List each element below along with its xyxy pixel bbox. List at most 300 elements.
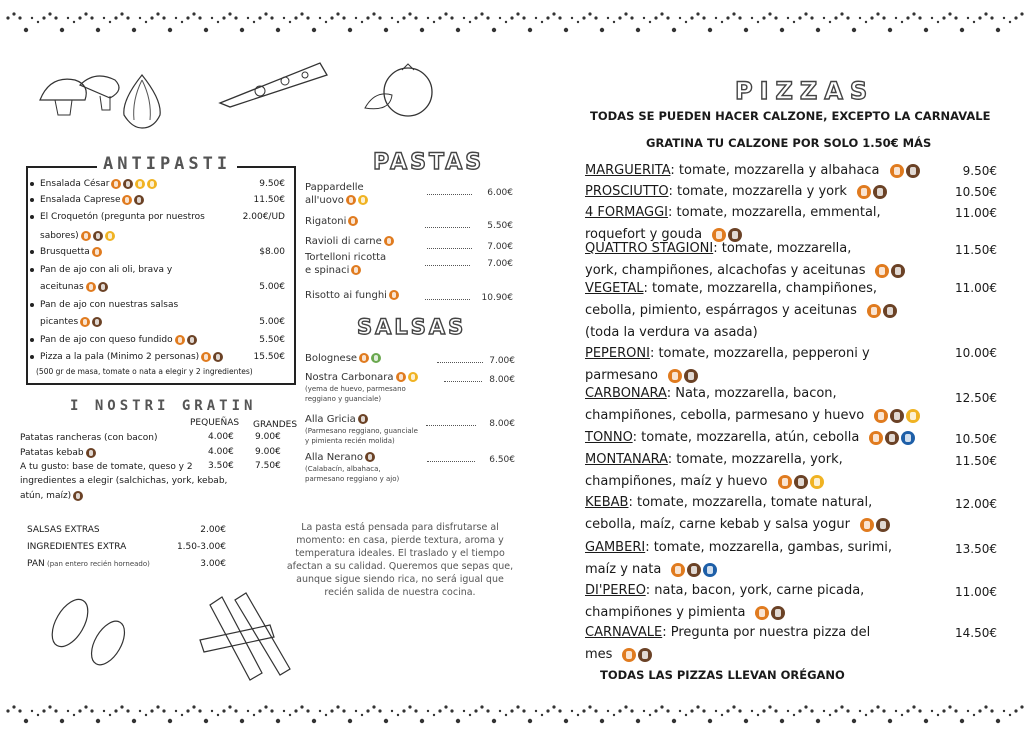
ornament-icon (6, 12, 39, 32)
pizza-name: DI'PEREO (585, 583, 646, 598)
ornament-icon (942, 12, 975, 32)
salsa-name: Alla Gricia (305, 413, 418, 426)
allergen-icon (906, 409, 920, 423)
antipasti-item-label: picantes (40, 317, 79, 327)
pizza-line-1 (585, 181, 887, 203)
ornament-icon (330, 12, 363, 32)
allergen-icon (867, 304, 881, 318)
allergen-icon (348, 216, 358, 226)
ornament-icon (1014, 12, 1024, 32)
allergen-icon (111, 179, 121, 189)
pizzas-title: PIZZAS (735, 77, 875, 105)
antipasti-item-price: 5.00€ (259, 282, 285, 292)
salsa-desc: y pimienta recién molida) (305, 437, 395, 445)
brown-allergen-icon (73, 491, 83, 501)
ornament-icon (222, 705, 255, 723)
pizza-item (585, 383, 920, 427)
allergen-icon (901, 431, 915, 445)
ornament-icon (438, 12, 471, 32)
pizza-name: 4 FORMAGGI (585, 205, 669, 220)
pizza-price: 11.50€ (955, 454, 997, 468)
pizza-ingredients: : tomate, mozzarella, champiñones, (643, 281, 877, 296)
pizza-item (585, 449, 843, 493)
gratin-item (20, 461, 193, 473)
extra-label: SALSAS EXTRAS (27, 525, 100, 535)
pizza-name: TONNO (585, 430, 633, 445)
allergen-icon (389, 290, 399, 300)
allergen-icon (92, 317, 102, 327)
allergen-icon (755, 606, 769, 620)
allergen-icon (857, 185, 871, 199)
pizza-icons (776, 474, 824, 489)
pizza-item (585, 537, 892, 581)
ornament-icon (186, 12, 219, 32)
extra-item (27, 524, 100, 536)
pizza-price: 11.50€ (955, 243, 997, 257)
ornament-icon (582, 705, 615, 723)
salsas-title: SALSAS (357, 315, 467, 339)
salsa-name: Nostra Carbonara (305, 371, 418, 384)
pasta-item (305, 289, 399, 302)
pasta-price: 6.00€ (487, 188, 513, 198)
allergen-icon (81, 231, 91, 241)
pasta-price: 10.90€ (481, 293, 513, 303)
ornament-icon (798, 705, 831, 723)
allergen-icon (213, 352, 223, 362)
ornament-icon (438, 705, 471, 723)
pasta-leader (425, 299, 470, 300)
allergen-icon (105, 231, 115, 241)
ornament-icon (942, 705, 975, 723)
allergen-icon (703, 563, 717, 577)
gratin-price-small: 4.00€ (208, 432, 234, 442)
ornament-icon (474, 705, 507, 723)
pizza-ingredients: : tomate, mozzarella, pepperoni y (649, 346, 870, 361)
allergen-icon (875, 264, 889, 278)
ornament-icon (402, 12, 435, 32)
allergen-icon (93, 231, 103, 241)
pizza-price: 14.50€ (955, 626, 997, 640)
extra-label: PAN (27, 559, 45, 569)
allergen-icon (771, 606, 785, 620)
allergen-icon (134, 195, 144, 205)
ornament-icon (42, 705, 75, 723)
bullet (30, 198, 34, 202)
pasta-item (305, 181, 368, 207)
ornament-icon (726, 12, 759, 32)
extra-price: 2.00€ (200, 525, 226, 535)
pizza-line-1 (585, 383, 920, 405)
gratin-price-large: 9.00€ (255, 447, 281, 457)
pizza-line-2: mes (585, 644, 870, 666)
allergen-icon (874, 409, 888, 423)
pizza-ingredients: : nata, bacon, york, carne picada, (645, 583, 865, 598)
pizza-item (585, 181, 887, 203)
pizza-name: CARNAVALE (585, 625, 663, 640)
allergen-icon (86, 282, 96, 292)
extra-note: (pan entero recién horneado) (44, 560, 150, 568)
pizza-name: PROSCIUTTO (585, 184, 669, 199)
pizza-name: VEGETAL (585, 281, 644, 296)
ornament-icon (870, 12, 903, 32)
pizza-icons (858, 517, 890, 532)
pasta-name-line2: all'uovo (305, 194, 368, 207)
allergen-icon (883, 304, 897, 318)
salsa-desc: parmesano reggiano y ajo) (305, 475, 400, 483)
gratin-price-large: 7.50€ (255, 461, 281, 471)
pizza-name: PEPERONI (585, 346, 650, 361)
ornament-icon (654, 12, 687, 32)
salsa-leader (444, 381, 482, 382)
allergen-icon (810, 475, 824, 489)
allergen-icon (123, 179, 133, 189)
extra-price: 3.00€ (200, 559, 226, 569)
pasta-leader (425, 227, 470, 228)
pizza-ingredients: : tomate, mozzarella, york, (667, 452, 843, 467)
pasta-price: 7.00€ (487, 259, 513, 269)
pastas-title: PASTAS (373, 150, 485, 175)
pizza-price: 10.00€ (955, 346, 997, 360)
allergen-icon (371, 353, 381, 363)
pizza-line-1 (585, 580, 864, 602)
salsa-desc: (Calabacín, albahaca, (305, 465, 381, 473)
pizza-item (585, 160, 920, 182)
antipasti-item (30, 299, 178, 311)
pasta-item (305, 251, 386, 277)
pasta-leader (425, 265, 470, 266)
antipasti-item-price: $8.00 (259, 247, 285, 257)
pizza-name: CARBONARA (585, 386, 667, 401)
allergen-icon (80, 317, 90, 327)
bullet (30, 182, 34, 186)
ornament-icon (690, 705, 723, 723)
allergen-icon (365, 452, 375, 462)
salsa-price: 8.00€ (489, 419, 515, 429)
allergen-icon (876, 518, 890, 532)
pasta-name: Rigatoni (305, 215, 358, 228)
antipasti-item-label: El Croquetón (pregunta por nuestros (40, 212, 205, 222)
pizza-ingredients: : tomate, mozzarella, atún, cebolla (632, 430, 860, 445)
antipasti-item (40, 230, 115, 242)
allergen-icon (351, 265, 361, 275)
gnocchi-sketch-icon (40, 595, 140, 675)
pizza-price: 13.50€ (955, 542, 997, 556)
ornament-icon (690, 12, 723, 32)
pizza-ingredients: : tomate, mozzarella y albahaca (670, 163, 880, 178)
allergen-icon (622, 648, 636, 662)
gratin-item (20, 447, 96, 459)
bullet (30, 268, 34, 272)
extra-price: 1.50-3.00€ (176, 542, 226, 552)
tomato-sketch-icon (360, 60, 440, 120)
antipasti-item-label: (500 gr de masa, tomate o nata a elegir y 2 ingredientes) (36, 367, 253, 376)
pizza-icons (865, 303, 897, 318)
ornament-icon (78, 12, 111, 32)
antipasti-item-label: Pan de ajo con nuestras salsas (40, 300, 179, 310)
ornament-icon (474, 12, 507, 32)
salsa-desc: reggiano y guanciale) (305, 395, 382, 403)
antipasti-item (30, 264, 172, 276)
antipasti-item-label: Ensalada César (40, 179, 110, 189)
allergen-icon (86, 448, 96, 458)
pizzas-footer: TODAS LAS PIZZAS LLEVAN ORÉGANO (600, 668, 845, 682)
pizza-name: QUATTRO STAGIONI (585, 241, 714, 256)
salsa-leader (427, 461, 475, 462)
pizza-line-1 (585, 238, 905, 260)
pizza-line-2: cebolla, pimiento, espárragos y aceitunas (585, 300, 897, 322)
pizza-line-1 (585, 278, 897, 300)
pizzas-subtitle-calzone: TODAS SE PUEDEN HACER CALZONE, EXCEPTO LA CARNAVALE (590, 109, 991, 123)
antipasti-item-price: 15.50€ (253, 352, 285, 362)
pasta-name: Tortelloni ricotta (305, 252, 387, 263)
gratin-item-label: Patatas rancheras (con bacon) (20, 433, 158, 443)
ornament-icon (258, 12, 291, 32)
allergen-icon (869, 431, 883, 445)
ornament-icon (402, 705, 435, 723)
pizza-item (585, 278, 897, 344)
pizza-line-1 (585, 492, 890, 514)
allergen-icon (358, 195, 368, 205)
gratin-extra-line-2: atún, maíz) (20, 490, 83, 502)
antipasti-item-price: 5.50€ (259, 335, 285, 345)
bullet (30, 303, 34, 307)
allergen-icon (98, 282, 108, 292)
ornament-icon (654, 705, 687, 723)
ornament-icon (114, 12, 147, 32)
pizza-ingredients: : tomate, mozzarella, (713, 241, 852, 256)
ornament-icon (150, 705, 183, 723)
pizza-price: 11.00€ (955, 585, 997, 599)
allergen-icon (687, 563, 701, 577)
antipasti-item-label: Pizza a la pala (Minimo 2 personas) (40, 352, 200, 362)
onion-sketch-icon (112, 70, 172, 130)
pizza-item (585, 622, 870, 666)
pizza-ingredients: : Nata, mozzarella, bacon, (666, 386, 837, 401)
allergen-icon (346, 195, 356, 205)
salsa-leader (426, 425, 476, 426)
allergen-icon (684, 369, 698, 383)
gratin-price-large: 9.00€ (255, 432, 281, 442)
ornament-icon (726, 705, 759, 723)
pizza-icons (872, 408, 920, 423)
salsa-leader (437, 362, 483, 363)
gratin-item-label: A tu gusto: base de tomate, queso y 2 (20, 462, 193, 472)
ornament-icon (186, 705, 219, 723)
pizza-line-1 (585, 622, 870, 644)
salsa-desc: (Parmesano reggiano, guanciale (305, 427, 418, 435)
antipasti-item (30, 194, 144, 206)
pasta-leader (427, 194, 472, 195)
ornament-icon (546, 12, 579, 32)
salsa-price: 7.00€ (489, 356, 515, 366)
allergen-icon (885, 431, 899, 445)
ornament-icon (618, 705, 651, 723)
ornament-icon (294, 12, 327, 32)
pizza-name: MONTANARA (585, 452, 668, 467)
pizza-icons (867, 430, 915, 445)
ornament-icon (546, 705, 579, 723)
gratin-col-large: GRANDES (253, 420, 298, 430)
pizza-line-1 (585, 343, 870, 365)
pizza-item (585, 580, 864, 624)
pizza-line-1 (585, 160, 920, 182)
extra-item (27, 541, 126, 553)
salsa-desc: (yema de huevo, parmesano (305, 385, 406, 393)
ornament-icon (222, 12, 255, 32)
ornament-icon (258, 705, 291, 723)
allergen-icon (201, 352, 211, 362)
allergen-icon (358, 414, 368, 424)
antipasti-title: ANTIPASTI (97, 154, 237, 174)
pizza-line-2: cebolla, maíz, carne kebab y salsa yogur (585, 514, 890, 536)
pizza-line-1 (585, 537, 892, 559)
antipasti-item-label: sabores) (40, 231, 79, 241)
pasta-item (305, 235, 394, 248)
allergen-icon (175, 335, 185, 345)
ornament-icon (906, 12, 939, 32)
ornament-icon (42, 12, 75, 32)
salsa-name: Bolognese (305, 352, 381, 365)
ornament-icon (906, 705, 939, 723)
pizza-icons (753, 605, 785, 620)
salsa-item (305, 371, 418, 404)
ornament-icon (762, 705, 795, 723)
pizza-item (585, 343, 870, 387)
pizza-ingredients: : tomate, mozzarella, tomate natural, (628, 495, 873, 510)
pizza-ingredients: : Pregunta por nuestra pizza del (662, 625, 871, 640)
bottom-decorative-border (0, 697, 1024, 737)
pizzas-subtitle-gratina: GRATINA TU CALZONE POR SOLO 1.50€ MÁS (646, 136, 932, 150)
pizza-icons (873, 263, 905, 278)
salsa-price: 8.00€ (489, 375, 515, 385)
pasta-name-line2: e spinaci (305, 264, 386, 277)
pizza-icons (855, 184, 887, 199)
bullet (30, 338, 34, 342)
pizza-line-1 (585, 202, 881, 224)
allergen-icon (92, 247, 102, 257)
pizza-name: KEBAB (585, 495, 629, 510)
allergen-icon (135, 179, 145, 189)
gratin-price-small: 4.00€ (208, 447, 234, 457)
salsa-name: Alla Nerano (305, 451, 399, 464)
pizza-price: 9.50€ (962, 164, 997, 178)
ornament-icon (762, 12, 795, 32)
gratin-item-label: Patatas kebab (20, 448, 84, 458)
allergen-icon (794, 475, 808, 489)
bullet (30, 355, 34, 359)
allergen-icon (860, 518, 874, 532)
pasta-name: Ravioli di carne (305, 235, 394, 248)
pizza-slice-sketch-icon (215, 55, 330, 110)
antipasti-item (40, 281, 108, 293)
salsa-item (305, 352, 381, 365)
pizza-price: 11.00€ (955, 206, 997, 220)
pizza-name: MARGUERITA (585, 163, 671, 178)
allergen-icon (671, 563, 685, 577)
pizza-line-2: maíz y nata (585, 559, 892, 581)
antipasti-item-price: 5.00€ (259, 317, 285, 327)
gratin-col-small: PEQUEÑAS (190, 418, 240, 428)
ornament-icon (618, 12, 651, 32)
pizza-line-2: champiñones y pimienta (585, 602, 864, 624)
ornament-icon (870, 705, 903, 723)
allergen-icon (122, 195, 132, 205)
bullet (30, 215, 34, 219)
pizza-ingredients: : tomate, mozzarella, emmental, (668, 205, 881, 220)
top-decorative-border (0, 0, 1024, 40)
allergen-icon (396, 372, 406, 382)
pizza-icons (669, 562, 717, 577)
pizza-price: 12.50€ (955, 391, 997, 405)
pizza-line-2: champiñones, maíz y huevo (585, 471, 843, 493)
ornament-icon (510, 12, 543, 32)
pizza-line-1 (585, 449, 843, 471)
pizza-price: 10.50€ (955, 432, 997, 446)
allergen-icon (359, 353, 369, 363)
allergen-icon (873, 185, 887, 199)
pasta-price: 7.00€ (487, 242, 513, 252)
antipasti-item-label: Pan de ajo con queso fundido (40, 335, 173, 345)
antipasti-item (30, 351, 223, 363)
ornament-icon (582, 12, 615, 32)
gratin-price-small: 3.50€ (208, 461, 234, 471)
ornament-icon (366, 705, 399, 723)
allergen-icon (890, 164, 904, 178)
extra-label: INGREDIENTES EXTRA (27, 542, 127, 552)
antipasti-item-label: Brusquetta (40, 247, 90, 257)
salsa-item (305, 451, 399, 484)
pasta-leader (427, 248, 472, 249)
pasta-name: Risotto ai funghi (305, 289, 399, 302)
antipasti-item-price: 2.00€/UD (242, 212, 285, 222)
ornament-icon (1014, 705, 1024, 723)
allergen-icon (408, 372, 418, 382)
pasta-takeaway-note: La pasta está pensada para disfrutarse al momento: en casa, pierde textura, aroma y temperatura ideales. El traslado y el tiempo afectan a su calidad. Queremos que sepas que, aunque sigue siendo rica, no será igual que recién salida de nuestra cocina. (286, 522, 514, 598)
penne-sketch-icon (190, 585, 300, 690)
pizza-price: 10.50€ (955, 185, 997, 199)
allergen-icon (384, 236, 394, 246)
ornament-icon (510, 705, 543, 723)
pizza-item (585, 238, 905, 282)
gratin-title: I NOSTRI GRATIN (70, 398, 257, 414)
antipasti-item-price: 9.50€ (259, 179, 285, 189)
ornament-icon (150, 12, 183, 32)
ornament-icon (978, 12, 1011, 32)
ornament-icon (78, 705, 111, 723)
antipasti-item (30, 246, 102, 258)
pasta-price: 5.50€ (487, 221, 513, 231)
pizza-line-2: champiñones, cebolla, parmesano y huevo (585, 405, 920, 427)
allergen-icon (668, 369, 682, 383)
pizza-ingredients: : tomate, mozzarella, gambas, surimi, (645, 540, 892, 555)
salsa-item (305, 413, 418, 446)
antipasti-item-label: Ensalada Caprese (40, 195, 121, 205)
ornament-icon (6, 705, 39, 723)
pizza-price: 11.00€ (955, 281, 997, 295)
allergen-icon (890, 409, 904, 423)
pizza-item (585, 427, 915, 449)
pizza-icons (888, 163, 920, 178)
pizza-icons (666, 368, 698, 383)
antipasti-item (30, 178, 157, 190)
ornament-icon (294, 705, 327, 723)
gratin-item (20, 432, 157, 444)
gratin-extra-line-1: ingredientes a elegir (salchichas, york, kebab, (20, 476, 228, 486)
ornament-icon (114, 705, 147, 723)
pizza-item (585, 492, 890, 536)
antipasti-item (30, 211, 205, 223)
antipasti-item-label: Pan de ajo con ali oli, brava y (40, 265, 173, 275)
